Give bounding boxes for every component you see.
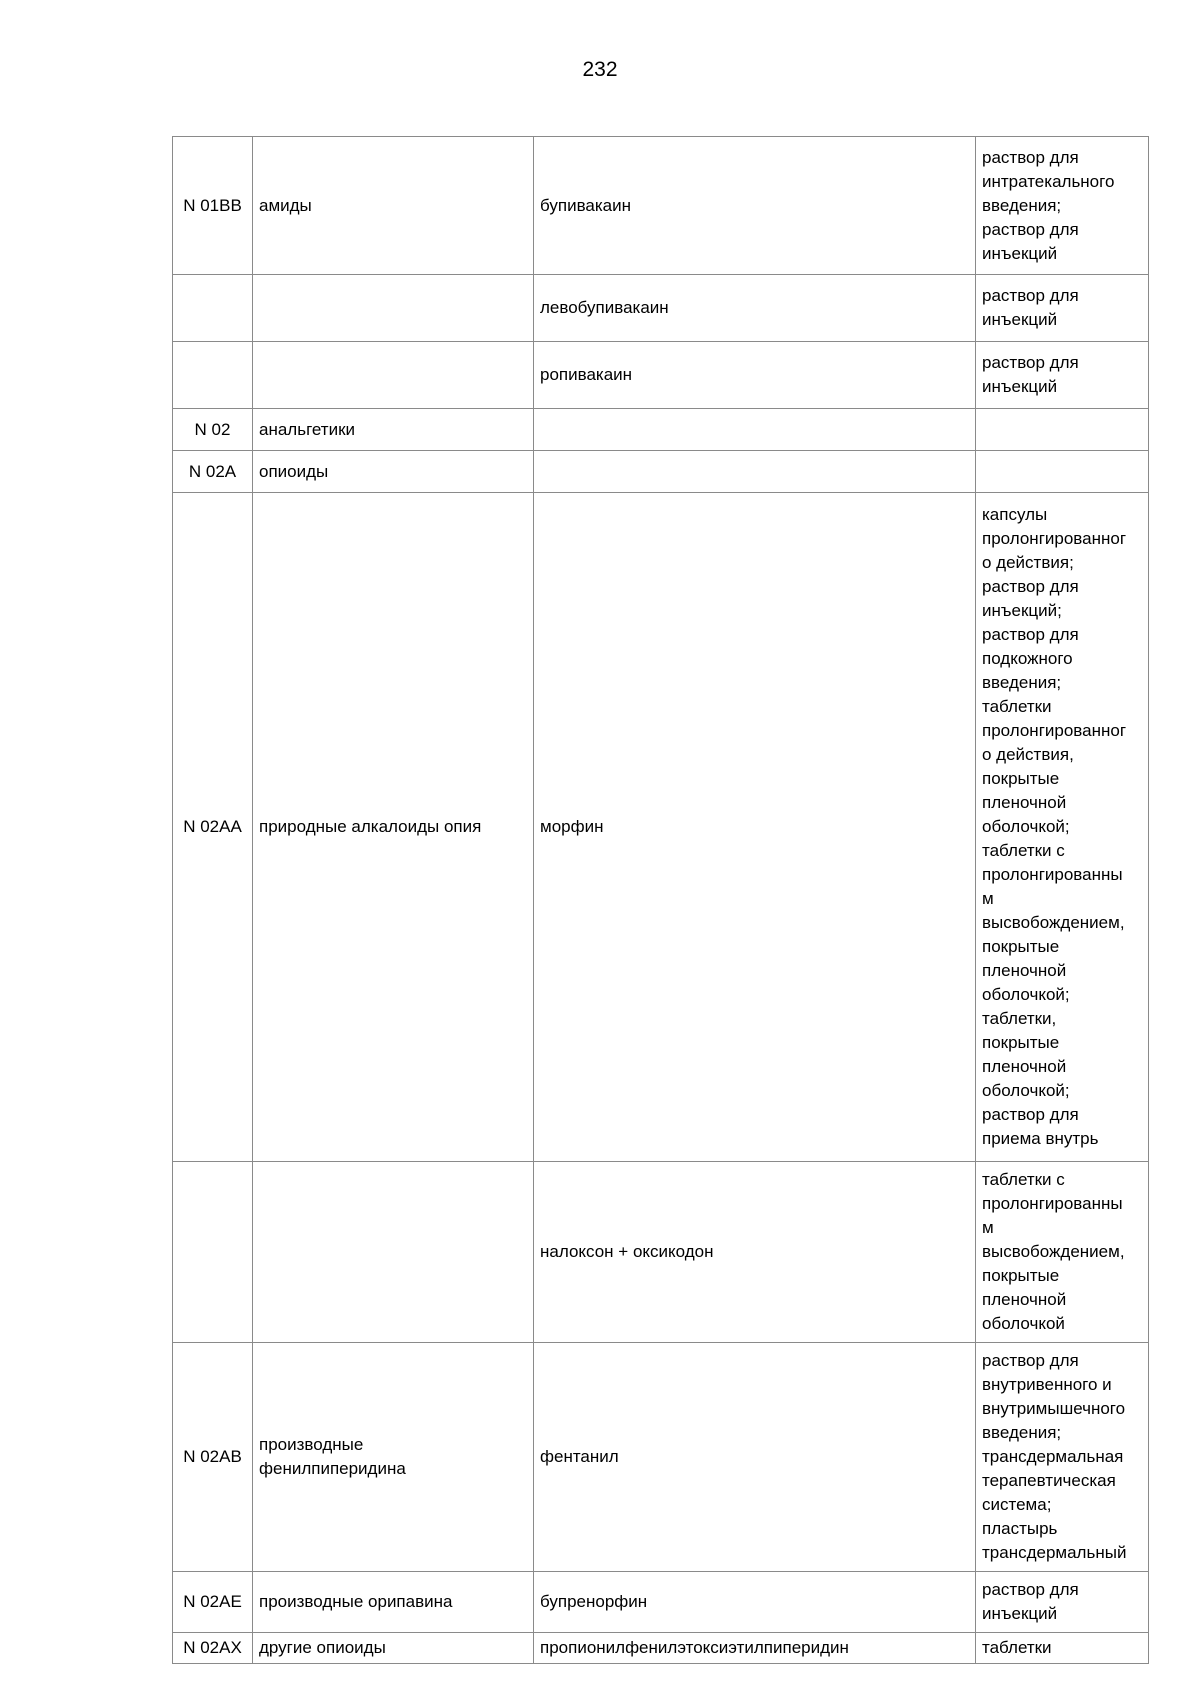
dosage-form-cell: раствор для инъекций — [976, 342, 1149, 409]
drug-name-cell: левобупивакаин — [534, 275, 976, 342]
dosage-form-cell: раствор для инъекций — [976, 275, 1149, 342]
drug-name-cell: пропионилфенилэтоксиэтилпиперидин — [534, 1633, 976, 1664]
group-cell: производные орипавина — [253, 1572, 534, 1633]
drug-name-cell: фентанил — [534, 1343, 976, 1572]
drug-name-cell: бупивакаин — [534, 137, 976, 275]
group-cell — [253, 275, 534, 342]
table-row — [173, 451, 1149, 493]
atc-code-cell: N 02AA — [173, 493, 253, 1162]
page-number: 232 — [582, 58, 618, 81]
drug-name-cell — [534, 409, 976, 451]
dosage-form-cell: капсулы пролонгированног о действия; раствор для инъекций; раствор для подкожного введения; таблетки пролонгированног о действия, покрытые пленочной оболочкой; таблетки с пролонгированны м высвобождением, покрытые пленочной оболочкой; таблетки, покрытые пленочной оболочкой; раствор для приема внутрь — [976, 493, 1149, 1162]
table-row — [173, 493, 1149, 1162]
table-row — [173, 1633, 1149, 1664]
group-cell: другие опиоиды — [253, 1633, 534, 1664]
table-row — [173, 1343, 1149, 1572]
drug-name-cell: морфин — [534, 493, 976, 1162]
table-row — [173, 1572, 1149, 1633]
table-row — [173, 409, 1149, 451]
table-row — [173, 1162, 1149, 1343]
group-cell: опиоиды — [253, 451, 534, 493]
group-cell: амиды — [253, 137, 534, 275]
group-cell: анальгетики — [253, 409, 534, 451]
group-cell — [253, 342, 534, 409]
dosage-form-cell: раствор для инъекций — [976, 1572, 1149, 1633]
drug-name-cell: налоксон + оксикодон — [534, 1162, 976, 1343]
drug-name-cell: бупренорфин — [534, 1572, 976, 1633]
atc-code-cell: N 02 — [173, 409, 253, 451]
drug-name-cell — [534, 451, 976, 493]
dosage-form-cell: раствор для внутривенного и внутримышечного введения; трансдермальная терапевтическая система; пластырь трансдермальный — [976, 1343, 1149, 1572]
drug-table — [172, 136, 1149, 1664]
atc-code-cell: N 02A — [173, 451, 253, 493]
dosage-form-cell — [976, 451, 1149, 493]
atc-code-cell: N 02AX — [173, 1633, 253, 1664]
table-row — [173, 137, 1149, 275]
atc-code-cell — [173, 275, 253, 342]
atc-code-cell: N 02AE — [173, 1572, 253, 1633]
drug-name-cell: ропивакаин — [534, 342, 976, 409]
atc-code-cell: N 02AB — [173, 1343, 253, 1572]
atc-code-cell: N 01BB — [173, 137, 253, 275]
group-cell: природные алкалоиды опия — [253, 493, 534, 1162]
group-cell: производные фенилпиперидина — [253, 1343, 534, 1572]
atc-code-cell — [173, 1162, 253, 1343]
table-row — [173, 275, 1149, 342]
dosage-form-cell: таблетки — [976, 1633, 1149, 1664]
dosage-form-cell: раствор для интратекального введения; раствор для инъекций — [976, 137, 1149, 275]
dosage-form-cell — [976, 409, 1149, 451]
group-cell — [253, 1162, 534, 1343]
dosage-form-cell: таблетки с пролонгированны м высвобождением, покрытые пленочной оболочкой — [976, 1162, 1149, 1343]
table-row — [173, 342, 1149, 409]
atc-code-cell — [173, 342, 253, 409]
